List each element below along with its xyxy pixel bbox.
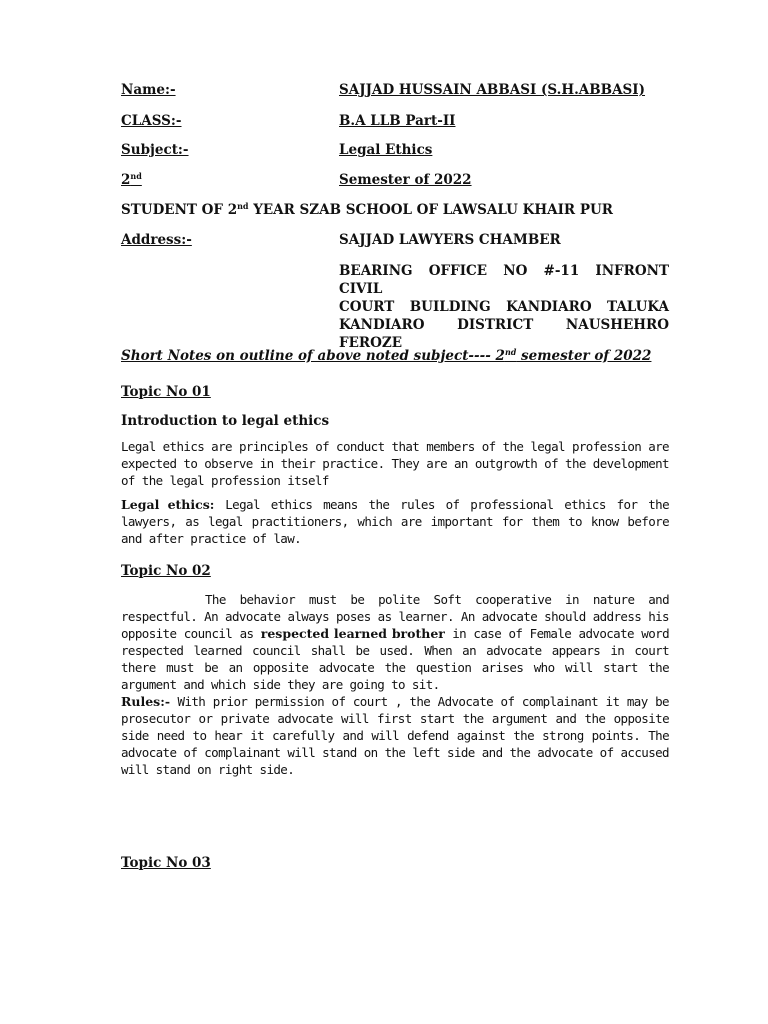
address-line: BEARING OFFICE NO #-11 INFRONT CIVIL [339,263,669,297]
semester-label: 2nd [121,171,142,188]
topic-1-paragraph-2: Legal ethics: Legal ethics means the rules of professional ethics for the lawyers, as legal practitioners, which are important for them to know before and after practice of law. [121,497,669,546]
address-line: COURT BUILDING KANDIARO TALUKA [339,299,669,315]
topic-1-heading: Introduction to legal ethics [121,413,330,429]
subject-label: Subject:- [121,142,189,158]
semester-row [121,171,669,189]
address-value: SAJJAD LAWYERS CHAMBER [339,232,561,248]
address-block [339,262,669,352]
rules-term: Rules:- [121,694,171,709]
respected-learned-brother-term: respected learned brother [260,626,445,641]
name-row [121,81,669,99]
notes-heading: Short Notes on outline of above noted subject---- 2nd semester of 2022 [121,347,652,364]
topic-1-paragraph-1: Legal ethics are principles of conduct that members of the legal profession are expected to observe in their practice. They are an outgrowth of the development of the legal profession itself [121,439,669,488]
address-line: FEROZE [339,335,402,351]
name-value: SAJJAD HUSSAIN ABBASI (S.H.ABBASI) [339,82,646,98]
legal-ethics-term: Legal ethics: [121,497,215,512]
address-line: KANDIARO DISTRICT NAUSHEHRO [339,317,669,333]
semester-value: Semester of 2022 [339,172,472,188]
topic-1-title: Topic No 01 [121,384,211,400]
class-label: CLASS:- [121,113,182,129]
subject-row [121,141,669,159]
class-row [121,112,669,130]
address-label: Address:- [121,232,192,248]
student-line: STUDENT OF 2nd YEAR SZAB SCHOOL OF LAWSALU KHAIR PUR [121,201,613,218]
topic-2-paragraph: The behavior must be polite Soft cooperative in nature and respectful. An advocate always poses as learner. An advocate should address his opposite council as respected learned brother in case of Female advocate word respected learned council shall be used. When an advocate appears in court there must be an opposite advocate the question arises who will start the argument and which side they are going to sit. Rules:- With prior permission of court , the Advocate of complainant it may be prosecutor or private advocate will first start the argument and the opposite side need to hear it carefully and will defend against the strong points. The advocate of complainant will stand on the left side and the advocate of accused will stand on right side. [121,592,669,777]
topic-3-title: Topic No 03 [121,855,211,871]
subject-value: Legal Ethics [339,142,433,158]
address-row [121,231,669,249]
topic-2-title: Topic No 02 [121,563,211,579]
name-label: Name:- [121,82,176,98]
class-value: B.A LLB Part-II [339,113,456,129]
